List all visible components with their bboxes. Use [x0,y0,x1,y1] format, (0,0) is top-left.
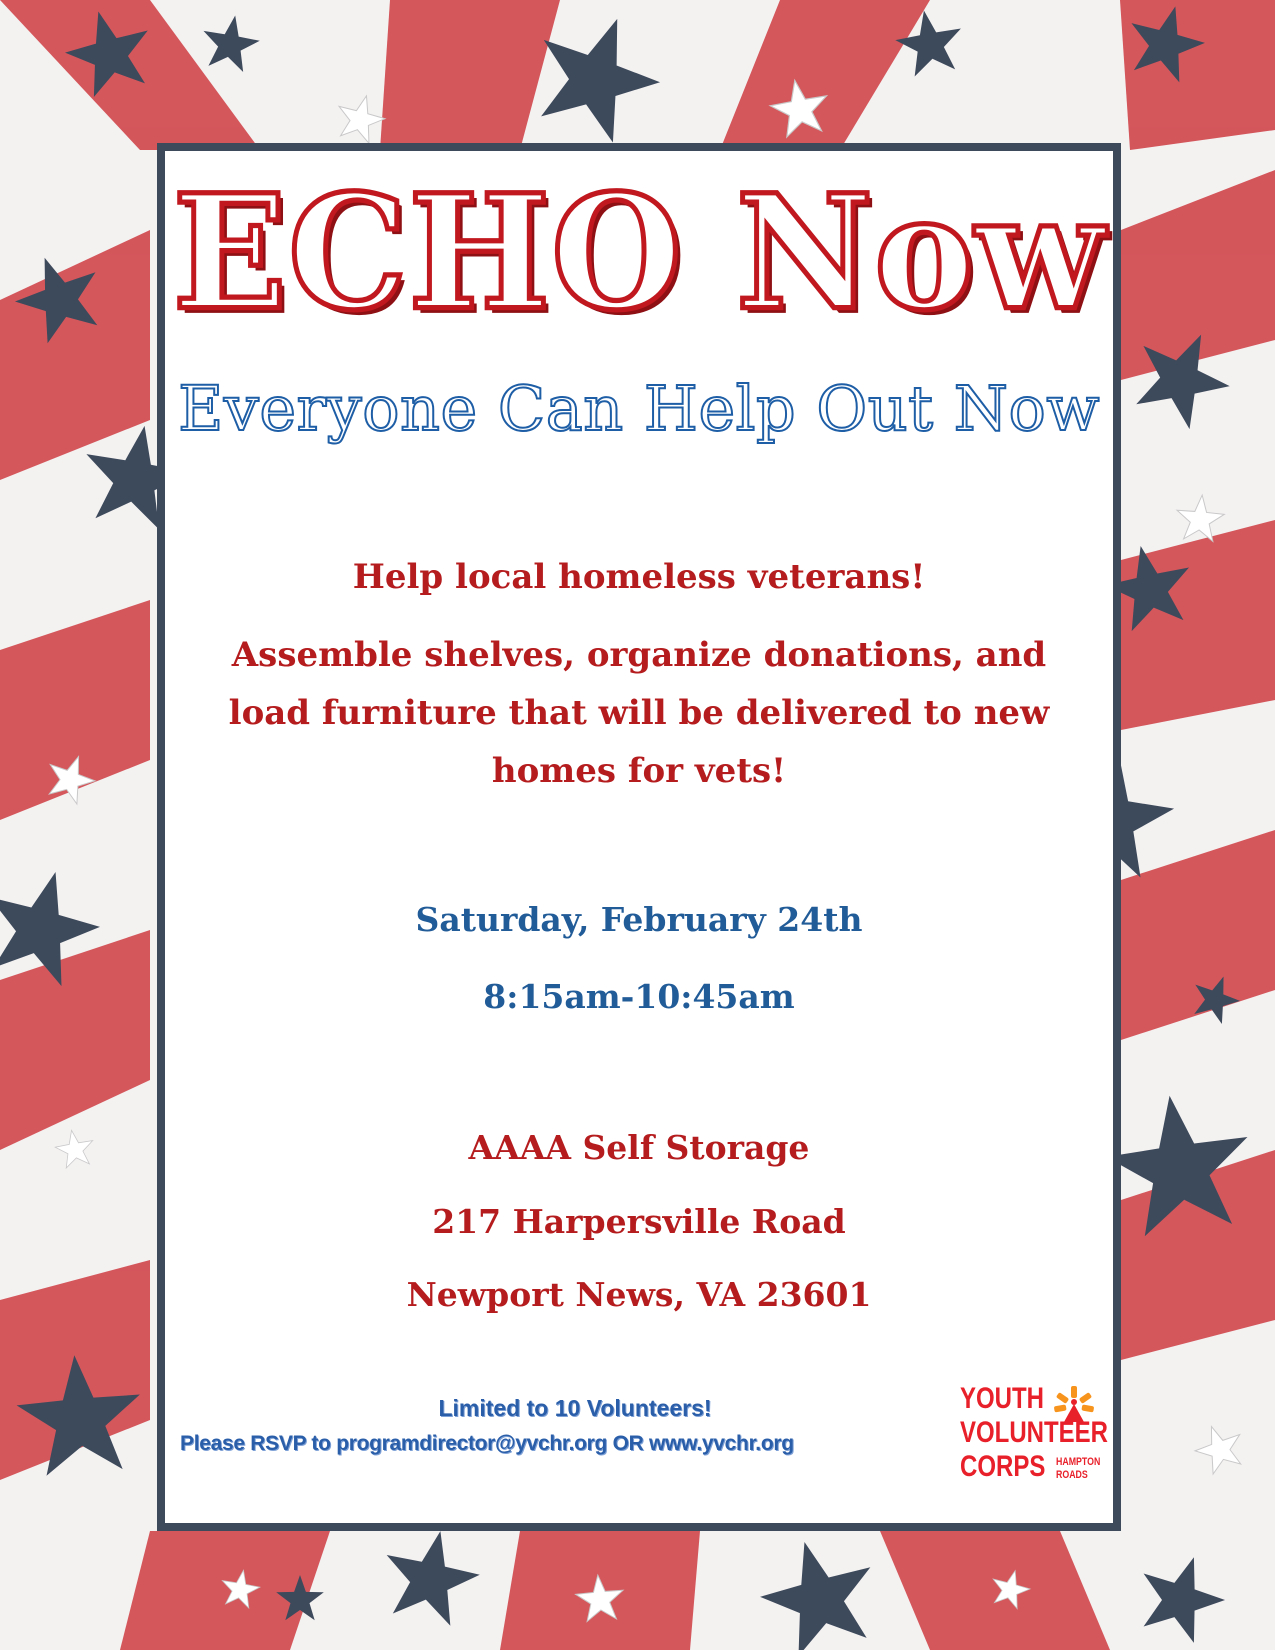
flyer-content-panel [157,143,1121,1531]
volunteer-limit-note: Limited to 10 Volunteers! [438,1395,712,1421]
flyer-title: ECHO Now [172,160,1106,346]
intro-text: Help local homeless veterans! [352,557,926,597]
event-time: 8:15am-10:45am [483,977,795,1016]
youth-volunteer-corps-logo [960,1384,1108,1494]
address-line: 217 Harpersville Road [432,1202,846,1241]
logo-word-volunteer: VOLUNTEER [960,1416,1109,1449]
logo-word-corps: CORPS [960,1450,1046,1483]
city-line: Newport News, VA 23601 [406,1275,872,1314]
flyer-subtitle: Everyone Can Help Out Now [178,372,1100,445]
location-name: AAAA Self Storage [468,1128,810,1167]
event-date: Saturday, February 24th [415,900,863,939]
logo-region-line1: HAMPTON [1056,1456,1101,1468]
description-text: Assemble shelves, organize donations, and load furniture that will be delivered to new homes for vets! [228,635,1050,791]
rsvp-note: Please RSVP to programdirector@yvchr.org OR www.yvchr.org [180,1432,794,1455]
logo-region-line2: ROADS [1056,1469,1088,1481]
logo-word-youth: YOUTH [960,1382,1044,1415]
